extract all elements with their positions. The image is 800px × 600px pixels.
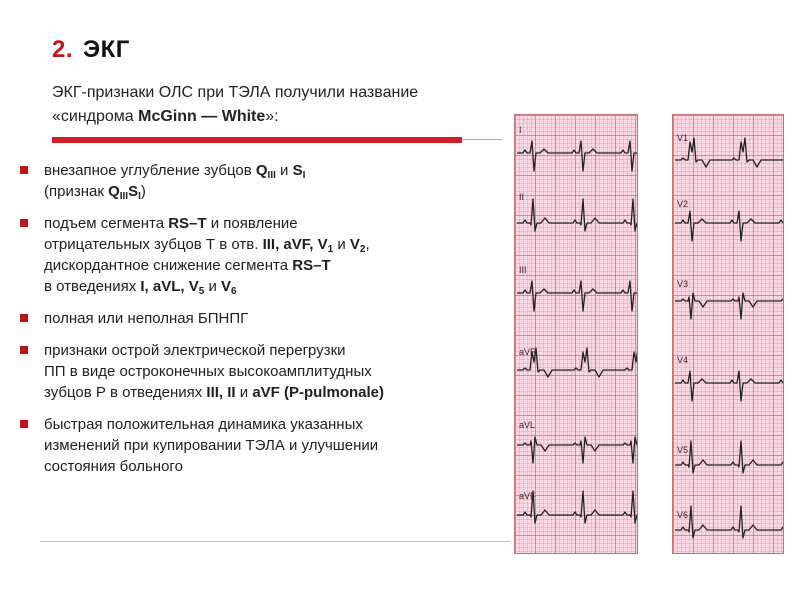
text: быстрая положительная динамика указанных	[44, 416, 363, 433]
intro-line-2-pre: «синдрома	[52, 108, 139, 125]
section-title: ЭКГ	[83, 36, 130, 63]
limb-trace-2	[517, 199, 637, 231]
list-item	[20, 308, 520, 329]
text: в отведениях	[44, 278, 141, 295]
text: зубцов Р в отведениях	[44, 384, 207, 401]
list-item	[20, 340, 520, 403]
ecg-limb-traces	[515, 115, 637, 553]
bottom-divider	[40, 541, 510, 542]
text: дискордантное снижение сегмента	[44, 257, 293, 274]
ecg-chest-leads-strip	[672, 114, 784, 554]
text: и появление	[206, 215, 298, 232]
text: признаки острой электрической перегрузки	[44, 342, 346, 359]
text: Q	[108, 183, 120, 200]
limb-trace-3	[517, 281, 637, 311]
ecg-chest-traces	[673, 115, 783, 553]
ecg-limb-leads-strip	[514, 114, 638, 554]
text: Q	[255, 162, 268, 179]
square-bullet-icon	[20, 420, 28, 428]
text: и	[333, 236, 350, 253]
intro-line-2-post: »:	[265, 108, 279, 125]
intro-line-2	[52, 105, 532, 129]
text: S	[292, 162, 303, 179]
text: I, aVL, V	[140, 278, 199, 295]
text: изменений при купировании ТЭЛА и улучшении	[44, 437, 379, 454]
text: RS–T	[292, 257, 331, 274]
section-number: 2.	[52, 36, 74, 63]
lead-label: V1	[677, 133, 689, 143]
lead-label: aVR	[519, 347, 537, 357]
chest-trace-1	[675, 138, 783, 167]
intro-line-1: ЭКГ-признаки ОЛС при ТЭЛА получили название	[52, 84, 419, 101]
chest-trace-4	[675, 371, 783, 401]
limb-trace-5	[517, 437, 637, 463]
red-divider	[52, 137, 462, 143]
text: aVF (P-pulmonale)	[252, 384, 385, 401]
text: III	[119, 191, 129, 202]
text: III, aVF, V	[262, 236, 328, 253]
lead-label: II	[519, 192, 525, 202]
list-item	[20, 213, 520, 297]
syndrome-name: McGinn — White	[138, 108, 266, 125]
lead-label: III	[519, 265, 527, 275]
text: III, II	[206, 384, 236, 401]
text: и	[204, 278, 222, 295]
chest-trace-2	[675, 211, 783, 241]
chest-trace-5	[675, 441, 783, 473]
thin-divider	[462, 139, 502, 140]
text: внезапное углубление зубцов	[44, 162, 256, 179]
list-item	[20, 414, 520, 477]
square-bullet-icon	[20, 346, 28, 354]
bullet-list	[20, 160, 520, 488]
text: отрицательных зубцов Т в отв.	[44, 236, 263, 253]
list-item	[20, 160, 520, 202]
text: 2	[359, 244, 366, 255]
lead-label: I	[519, 125, 522, 135]
lead-label: V2	[677, 199, 689, 209]
text: )	[140, 183, 146, 200]
lead-label: V5	[677, 445, 689, 455]
text: ПП в виде остроконечных высокоамплитудных	[44, 363, 372, 380]
text: 1	[327, 244, 334, 255]
square-bullet-icon	[20, 166, 28, 174]
text: подъем сегмента	[44, 215, 169, 232]
text: 6	[231, 286, 237, 297]
limb-trace-1	[517, 141, 637, 171]
lead-label: aVF	[519, 491, 536, 501]
text: и	[235, 384, 253, 401]
chest-trace-3	[675, 293, 783, 319]
square-bullet-icon	[20, 219, 28, 227]
text: RS–T	[168, 215, 207, 232]
text: полная или неполная БПНПГ	[44, 310, 249, 327]
text: V	[349, 236, 360, 253]
chest-trace-6	[675, 506, 783, 538]
intro-text	[52, 81, 532, 129]
text: I	[138, 191, 141, 202]
lead-label: V3	[677, 279, 689, 289]
lead-label: aVL	[519, 420, 536, 430]
lead-label: V4	[677, 355, 689, 365]
square-bullet-icon	[20, 314, 28, 322]
text: (признак	[44, 183, 109, 200]
section-heading	[52, 36, 130, 64]
text: ,	[365, 236, 370, 253]
text: 5	[198, 286, 205, 297]
text: III	[267, 170, 276, 181]
text: состояния больного	[44, 458, 183, 475]
text: V	[221, 278, 232, 295]
text: I	[302, 170, 306, 181]
lead-label: V6	[677, 510, 689, 520]
text: и	[275, 162, 293, 179]
text: S	[128, 183, 139, 200]
